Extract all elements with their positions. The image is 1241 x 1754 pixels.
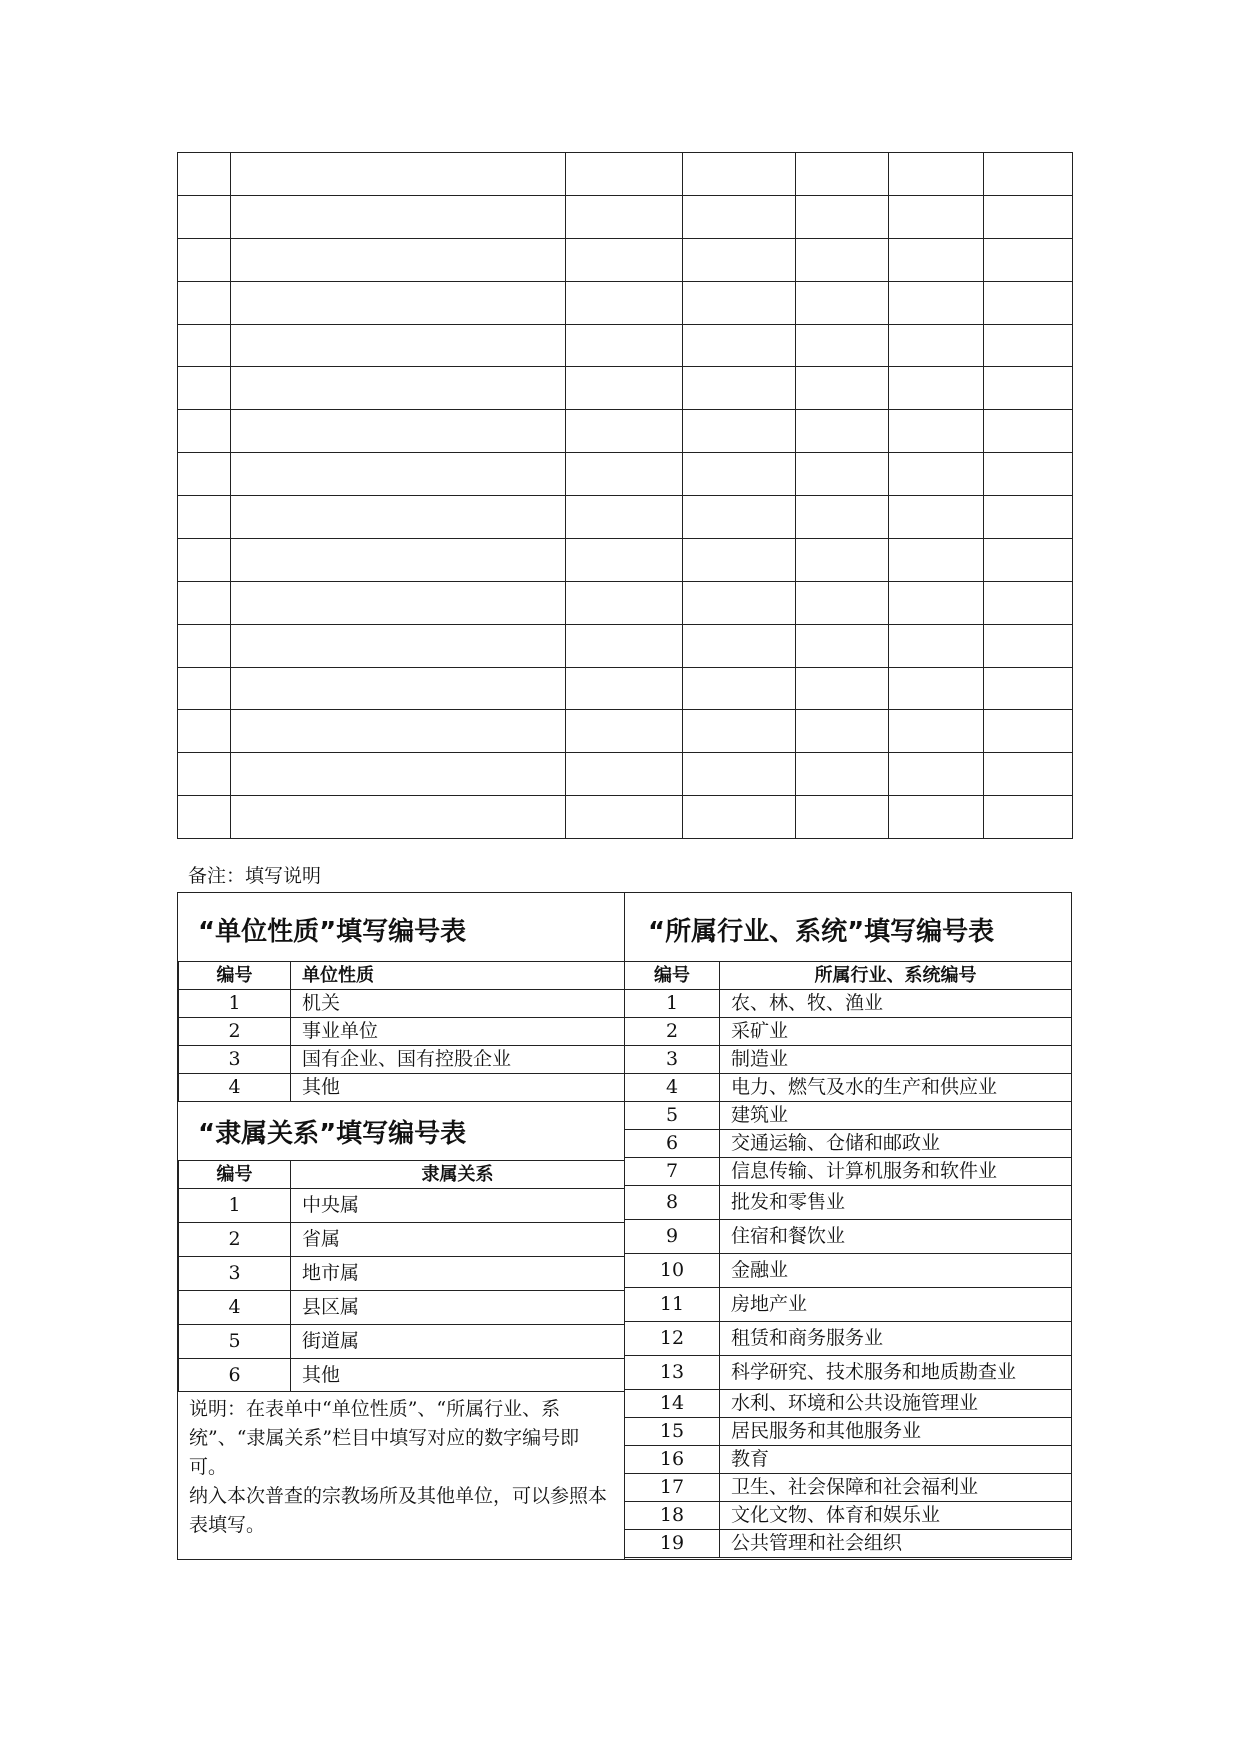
blank-cell xyxy=(566,796,683,839)
blank-cell xyxy=(178,238,231,281)
industry-name: 批发和零售业 xyxy=(720,1186,1072,1220)
industry-name: 金融业 xyxy=(720,1254,1072,1288)
industry-header-code: 编号 xyxy=(625,962,720,990)
blank-cell xyxy=(984,753,1073,796)
affiliation-code: 5 xyxy=(179,1325,291,1359)
blank-cell xyxy=(889,281,984,324)
blank-cell xyxy=(889,410,984,453)
instructions-line-1: 说明：在表单中“单位性质”、“所属行业、系统”、“隶属关系”栏目中填写对应的数字编号即可。 xyxy=(189,1398,580,1478)
table-row xyxy=(625,1356,1072,1390)
table-row xyxy=(625,1158,1072,1186)
blank-cell xyxy=(231,410,566,453)
industry-code: 5 xyxy=(625,1102,720,1130)
blank-cell xyxy=(984,195,1073,238)
industry-name: 住宿和餐饮业 xyxy=(720,1220,1072,1254)
blank-cell xyxy=(683,324,796,367)
industry-name: 科学研究、技术服务和地质勘查业 xyxy=(720,1356,1072,1390)
blank-cell xyxy=(178,538,231,581)
affiliation-table-title: “隶属关系”填写编号表 xyxy=(198,1119,467,1149)
blank-row xyxy=(178,710,1073,753)
blank-cell xyxy=(231,367,566,410)
blank-cell xyxy=(566,195,683,238)
blank-cell xyxy=(683,624,796,667)
blank-cell xyxy=(231,324,566,367)
blank-cell xyxy=(796,753,889,796)
industry-code: 19 xyxy=(625,1530,720,1558)
blank-cell xyxy=(984,538,1073,581)
table-row xyxy=(625,1046,1072,1074)
blank-cell xyxy=(178,581,231,624)
table-row xyxy=(625,1322,1072,1356)
affiliation-name: 街道属 xyxy=(291,1325,625,1359)
blank-cell xyxy=(566,238,683,281)
blank-cell xyxy=(796,281,889,324)
affiliation-name: 中央属 xyxy=(291,1189,625,1223)
instructions-note xyxy=(189,1395,614,1540)
nature-code: 2 xyxy=(179,1018,291,1046)
blank-cell xyxy=(683,281,796,324)
blank-cell xyxy=(984,238,1073,281)
blank-row xyxy=(178,324,1073,367)
blank-cell xyxy=(889,496,984,539)
blank-cell xyxy=(889,753,984,796)
industry-name: 制造业 xyxy=(720,1046,1072,1074)
blank-cell xyxy=(683,796,796,839)
industry-code: 14 xyxy=(625,1390,720,1418)
blank-cell xyxy=(889,624,984,667)
blank-row xyxy=(178,581,1073,624)
table-row xyxy=(179,1074,625,1102)
blank-cell xyxy=(566,453,683,496)
table-row xyxy=(179,1189,625,1223)
affiliation-name: 省属 xyxy=(291,1223,625,1257)
blank-cell xyxy=(231,238,566,281)
blank-cell xyxy=(984,796,1073,839)
affiliation-table xyxy=(178,1160,625,1392)
affiliation-header-code: 编号 xyxy=(179,1161,291,1189)
blank-cell xyxy=(984,367,1073,410)
blank-cell xyxy=(683,153,796,196)
blank-cell xyxy=(566,581,683,624)
industry-code: 13 xyxy=(625,1356,720,1390)
blank-cell xyxy=(566,624,683,667)
affiliation-code: 6 xyxy=(179,1359,291,1392)
blank-cell xyxy=(889,581,984,624)
industry-code: 6 xyxy=(625,1130,720,1158)
blank-entry-table xyxy=(177,152,1073,839)
blank-cell xyxy=(796,710,889,753)
blank-cell xyxy=(889,538,984,581)
blank-row xyxy=(178,453,1073,496)
industry-code: 8 xyxy=(625,1186,720,1220)
nature-name: 其他 xyxy=(291,1074,625,1102)
blank-row xyxy=(178,667,1073,710)
table-row xyxy=(625,1390,1072,1418)
blank-cell xyxy=(178,195,231,238)
table-row xyxy=(179,1359,625,1392)
industry-code: 15 xyxy=(625,1418,720,1446)
industry-code: 3 xyxy=(625,1046,720,1074)
blank-cell xyxy=(566,667,683,710)
table-row xyxy=(625,1018,1072,1046)
blank-cell xyxy=(889,367,984,410)
blank-cell xyxy=(796,538,889,581)
blank-cell xyxy=(231,753,566,796)
table-row xyxy=(625,1220,1072,1254)
blank-cell xyxy=(683,367,796,410)
industry-name: 电力、燃气及水的生产和供应业 xyxy=(720,1074,1072,1102)
blank-cell xyxy=(566,410,683,453)
blank-cell xyxy=(178,496,231,539)
blank-cell xyxy=(984,153,1073,196)
blank-cell xyxy=(566,281,683,324)
blank-cell xyxy=(231,710,566,753)
affiliation-name: 县区属 xyxy=(291,1291,625,1325)
industry-code: 2 xyxy=(625,1018,720,1046)
blank-cell xyxy=(984,581,1073,624)
table-row xyxy=(625,1288,1072,1322)
nature-table-title: “单位性质”填写编号表 xyxy=(198,917,467,947)
industry-code: 4 xyxy=(625,1074,720,1102)
blank-cell xyxy=(984,324,1073,367)
table-row xyxy=(179,1223,625,1257)
industry-code: 18 xyxy=(625,1502,720,1530)
blank-cell xyxy=(566,324,683,367)
blank-cell xyxy=(231,538,566,581)
industry-name: 租赁和商务服务业 xyxy=(720,1322,1072,1356)
blank-cell xyxy=(178,324,231,367)
industry-name: 公共管理和社会组织 xyxy=(720,1530,1072,1558)
table-row xyxy=(179,1046,625,1074)
industry-name: 教育 xyxy=(720,1446,1072,1474)
blank-row xyxy=(178,796,1073,839)
blank-cell xyxy=(231,581,566,624)
blank-cell xyxy=(178,667,231,710)
blank-cell xyxy=(178,453,231,496)
blank-cell xyxy=(231,496,566,539)
blank-row xyxy=(178,753,1073,796)
blank-cell xyxy=(889,324,984,367)
blank-cell xyxy=(178,281,231,324)
table-row xyxy=(179,990,625,1018)
blank-cell xyxy=(231,667,566,710)
nature-table-header xyxy=(179,962,625,990)
table-row xyxy=(625,1074,1072,1102)
blank-cell xyxy=(683,238,796,281)
nature-header-name: 单位性质 xyxy=(291,962,625,990)
blank-row xyxy=(178,538,1073,581)
blank-cell xyxy=(683,195,796,238)
industry-code: 12 xyxy=(625,1322,720,1356)
blank-cell xyxy=(566,496,683,539)
table-row xyxy=(625,1446,1072,1474)
blank-cell xyxy=(889,238,984,281)
table-row xyxy=(625,1102,1072,1130)
blank-cell xyxy=(566,153,683,196)
industry-name: 农、林、牧、渔业 xyxy=(720,990,1072,1018)
blank-cell xyxy=(889,153,984,196)
industry-code: 16 xyxy=(625,1446,720,1474)
blank-cell xyxy=(796,581,889,624)
blank-cell xyxy=(683,753,796,796)
code-tables-frame xyxy=(177,892,1072,1560)
blank-cell xyxy=(984,281,1073,324)
blank-row xyxy=(178,153,1073,196)
industry-table-title: “所属行业、系统”填写编号表 xyxy=(648,917,995,947)
nature-name: 机关 xyxy=(291,990,625,1018)
nature-code: 4 xyxy=(179,1074,291,1102)
blank-cell xyxy=(178,710,231,753)
blank-cell xyxy=(231,796,566,839)
blank-cell xyxy=(178,153,231,196)
affiliation-code: 2 xyxy=(179,1223,291,1257)
blank-cell xyxy=(796,195,889,238)
industry-code: 9 xyxy=(625,1220,720,1254)
blank-cell xyxy=(984,710,1073,753)
blank-cell xyxy=(796,667,889,710)
nature-header-code: 编号 xyxy=(179,962,291,990)
instructions-line-2: 纳入本次普查的宗教场所及其他单位，可以参照本表填写。 xyxy=(189,1485,608,1536)
blank-cell xyxy=(566,538,683,581)
blank-cell xyxy=(231,453,566,496)
blank-row xyxy=(178,281,1073,324)
industry-table xyxy=(624,961,1072,1558)
blank-row xyxy=(178,624,1073,667)
industry-name: 采矿业 xyxy=(720,1018,1072,1046)
affiliation-name: 其他 xyxy=(291,1359,625,1392)
nature-table xyxy=(178,961,625,1102)
blank-cell xyxy=(683,496,796,539)
blank-cell xyxy=(796,324,889,367)
blank-cell xyxy=(889,453,984,496)
blank-cell xyxy=(984,624,1073,667)
industry-table-header xyxy=(625,962,1072,990)
table-row xyxy=(625,1418,1072,1446)
blank-cell xyxy=(796,410,889,453)
nature-code: 1 xyxy=(179,990,291,1018)
blank-cell xyxy=(889,796,984,839)
blank-cell xyxy=(796,496,889,539)
blank-entry-table-body xyxy=(178,153,1073,839)
industry-name: 文化文物、体育和娱乐业 xyxy=(720,1502,1072,1530)
blank-cell xyxy=(889,710,984,753)
blank-cell xyxy=(984,496,1073,539)
nature-name: 事业单位 xyxy=(291,1018,625,1046)
table-row xyxy=(625,1186,1072,1220)
blank-cell xyxy=(984,410,1073,453)
blank-cell xyxy=(178,796,231,839)
blank-cell xyxy=(796,453,889,496)
blank-cell xyxy=(889,667,984,710)
blank-row xyxy=(178,195,1073,238)
affiliation-code: 1 xyxy=(179,1189,291,1223)
industry-name: 建筑业 xyxy=(720,1102,1072,1130)
industry-name: 房地产业 xyxy=(720,1288,1072,1322)
blank-cell xyxy=(796,624,889,667)
table-row xyxy=(625,1474,1072,1502)
blank-cell xyxy=(984,453,1073,496)
industry-code: 1 xyxy=(625,990,720,1018)
blank-cell xyxy=(566,710,683,753)
blank-cell xyxy=(683,581,796,624)
blank-cell xyxy=(796,153,889,196)
table-row xyxy=(179,1018,625,1046)
blank-row xyxy=(178,496,1073,539)
blank-row xyxy=(178,410,1073,453)
blank-cell xyxy=(178,753,231,796)
industry-code: 10 xyxy=(625,1254,720,1288)
blank-cell xyxy=(178,367,231,410)
affiliation-code: 3 xyxy=(179,1257,291,1291)
blank-cell xyxy=(231,624,566,667)
table-row xyxy=(625,1502,1072,1530)
blank-cell xyxy=(566,367,683,410)
affiliation-header-name: 隶属关系 xyxy=(291,1161,625,1189)
remark-label: 备注：填写说明 xyxy=(188,865,322,887)
blank-row xyxy=(178,238,1073,281)
blank-row xyxy=(178,367,1073,410)
blank-cell xyxy=(984,667,1073,710)
table-row xyxy=(179,1257,625,1291)
blank-cell xyxy=(683,538,796,581)
blank-cell xyxy=(683,710,796,753)
table-row xyxy=(625,1130,1072,1158)
blank-cell xyxy=(231,281,566,324)
industry-name: 信息传输、计算机服务和软件业 xyxy=(720,1158,1072,1186)
blank-cell xyxy=(796,238,889,281)
industry-name: 居民服务和其他服务业 xyxy=(720,1418,1072,1446)
blank-cell xyxy=(231,153,566,196)
blank-cell xyxy=(231,195,566,238)
affiliation-code: 4 xyxy=(179,1291,291,1325)
table-row xyxy=(179,1325,625,1359)
industry-code: 11 xyxy=(625,1288,720,1322)
blank-cell xyxy=(178,624,231,667)
industry-name: 水利、环境和公共设施管理业 xyxy=(720,1390,1072,1418)
table-row xyxy=(625,990,1072,1018)
industry-code: 7 xyxy=(625,1158,720,1186)
affiliation-table-header xyxy=(179,1161,625,1189)
blank-cell xyxy=(796,796,889,839)
blank-cell xyxy=(889,195,984,238)
industry-code: 17 xyxy=(625,1474,720,1502)
table-row xyxy=(625,1530,1072,1558)
nature-name: 国有企业、国有控股企业 xyxy=(291,1046,625,1074)
table-row xyxy=(179,1291,625,1325)
blank-cell xyxy=(566,753,683,796)
blank-cell xyxy=(683,410,796,453)
nature-code: 3 xyxy=(179,1046,291,1074)
table-row xyxy=(625,1254,1072,1288)
affiliation-name: 地市属 xyxy=(291,1257,625,1291)
blank-cell xyxy=(683,667,796,710)
blank-cell xyxy=(683,453,796,496)
blank-cell xyxy=(178,410,231,453)
industry-header-name: 所属行业、系统编号 xyxy=(720,962,1072,990)
industry-name: 卫生、社会保障和社会福利业 xyxy=(720,1474,1072,1502)
blank-cell xyxy=(796,367,889,410)
industry-name: 交通运输、仓储和邮政业 xyxy=(720,1130,1072,1158)
